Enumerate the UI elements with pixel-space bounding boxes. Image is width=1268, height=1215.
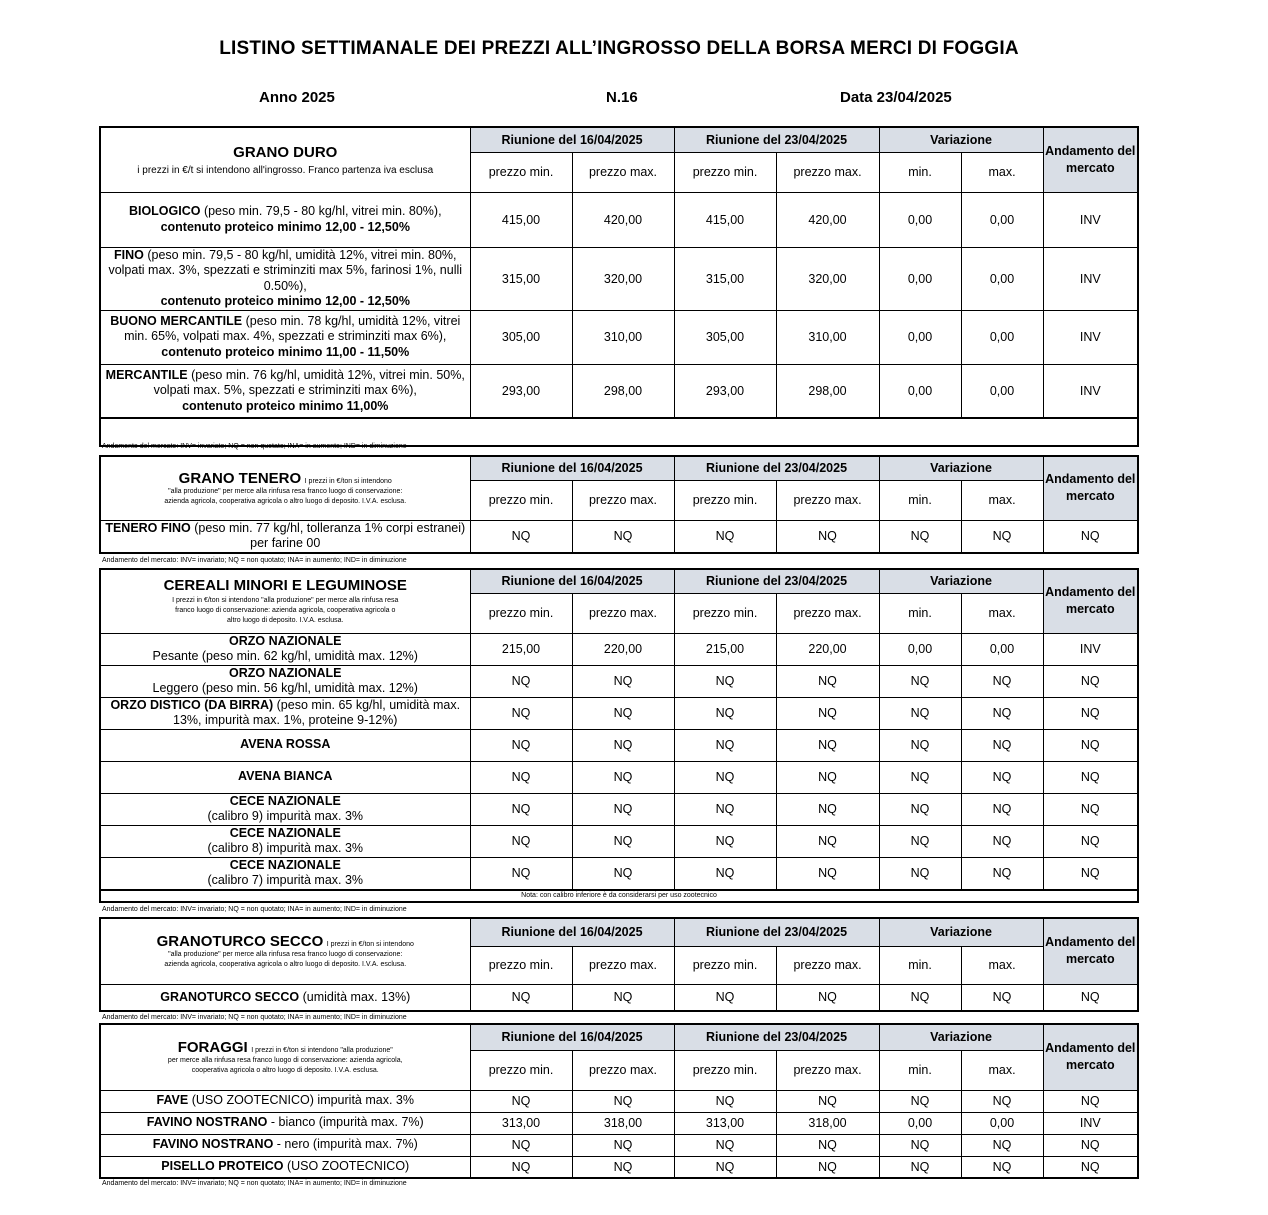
value-cell: NQ — [961, 1090, 1043, 1112]
value-cell: NQ — [776, 857, 879, 890]
trend-cell: NQ — [1043, 761, 1138, 793]
max-header: max. — [961, 1050, 1043, 1090]
value-cell: NQ — [961, 761, 1043, 793]
table-row — [100, 857, 1138, 890]
value-cell: NQ — [776, 761, 879, 793]
trend-cell: NQ — [1043, 1134, 1138, 1156]
value-cell: NQ — [572, 793, 674, 825]
min-header: min. — [879, 1050, 961, 1090]
product-desc: (calibro 8) impurità max. 3% — [207, 841, 364, 855]
section-note: I prezzi in €/ton si intendono "alla produzione" — [251, 1046, 393, 1054]
riunione2-header: Riunione del 23/04/2025 — [674, 127, 879, 152]
value-cell: 415,00 — [674, 192, 776, 247]
legend-note: Andamento del mercato: INV= invariato; NQ = non quotato; INA= in aumento; IND= in diminuzione — [102, 1180, 407, 1187]
value-cell: NQ — [776, 984, 879, 1011]
trend-cell: NQ — [1043, 857, 1138, 890]
value-cell: NQ — [879, 1090, 961, 1112]
value-cell: NQ — [674, 1134, 776, 1156]
value-cell: NQ — [961, 857, 1043, 890]
variazione-header: Variazione — [879, 456, 1043, 480]
value-cell: 0,00 — [879, 633, 961, 665]
product-cell — [100, 825, 470, 857]
value-cell: NQ — [776, 825, 879, 857]
product-desc: (peso min. 76 kg/hl, umidità 12%, vitrei min. 50%, volpati max. 5%, spezzati e striminziti max 6%), — [153, 367, 465, 397]
value-cell: 315,00 — [674, 247, 776, 310]
product-desc: (peso min. 77 kg/hl, tolleranza 1% corpi estranei) per farine 00 — [190, 520, 466, 550]
riunione1-header: Riunione del 16/04/2025 — [470, 456, 674, 480]
riunione2-header: Riunione del 23/04/2025 — [674, 918, 879, 946]
variazione-header: Variazione — [879, 1024, 1043, 1050]
value-cell: NQ — [674, 665, 776, 697]
trend-cell: NQ — [1043, 984, 1138, 1011]
section-header — [100, 456, 470, 520]
max-header: max. — [961, 593, 1043, 633]
product-cell — [100, 984, 470, 1011]
variazione-header: Variazione — [879, 569, 1043, 593]
value-cell: NQ — [572, 697, 674, 729]
value-cell: NQ — [470, 857, 572, 890]
product-name: GRANOTURCO SECCO — [160, 989, 300, 1004]
prezzo-max-header: prezzo max. — [776, 593, 879, 633]
table-row — [100, 697, 1138, 729]
product-name: ORZO NAZIONALE — [229, 665, 342, 680]
section-title: GRANO DURO — [233, 143, 338, 161]
prezzo-min-header: prezzo min. — [674, 1050, 776, 1090]
value-cell: NQ — [879, 665, 961, 697]
product-desc: (umidità max. 13%) — [299, 989, 411, 1004]
section-note: "alla produzione" per merce alla rinfusa resa franco luogo di conservazione: azienda agricola, cooperativa agricola o altro luogo di deposito. I.V.A. esclusa. — [164, 487, 407, 505]
data-label: Data 23/04/2025 — [840, 89, 952, 106]
table-row — [100, 1134, 1138, 1156]
prezzo-max-header: prezzo max. — [776, 480, 879, 520]
value-cell: NQ — [961, 984, 1043, 1011]
product-name: AVENA ROSSA — [240, 737, 331, 752]
value-cell: NQ — [961, 825, 1043, 857]
value-cell: NQ — [961, 793, 1043, 825]
legend-note: Andamento del mercato: INV= invariato; NQ = non quotato; INA= in aumento; IND= in diminuzione — [102, 1014, 407, 1021]
value-cell: NQ — [674, 793, 776, 825]
value-cell: NQ — [776, 1156, 879, 1178]
value-cell: 305,00 — [674, 310, 776, 364]
table-row — [100, 729, 1138, 761]
value-cell: NQ — [879, 697, 961, 729]
value-cell: NQ — [961, 1134, 1043, 1156]
product-cell — [100, 192, 470, 247]
trend-cell: NQ — [1043, 793, 1138, 825]
section-header — [100, 127, 470, 192]
value-cell: NQ — [776, 793, 879, 825]
value-cell: NQ — [674, 825, 776, 857]
product-name: FAVINO NOSTRANO — [152, 1137, 274, 1152]
value-cell: 318,00 — [776, 1112, 879, 1134]
table-row — [100, 192, 1138, 247]
product-desc: (peso min. 79,5 - 80 kg/hl, umidità 12%, vitrei min. 80%, volpati max. 3%, spezzati e striminziti max 5%, farinosi 1%, nulli 0.50%), — [108, 247, 463, 293]
prezzo-max-header: prezzo max. — [776, 152, 879, 192]
riunione2-header: Riunione del 23/04/2025 — [674, 1024, 879, 1050]
value-cell: 315,00 — [470, 247, 572, 310]
andamento-header: Andamento del mercato — [1043, 456, 1138, 520]
product-protein: contenuto proteico minimo 11,00 - 11,50% — [161, 344, 410, 359]
value-cell: 0,00 — [961, 633, 1043, 665]
product-name: BIOLOGICO — [128, 204, 201, 218]
value-cell: 420,00 — [572, 192, 674, 247]
trend-cell: NQ — [1043, 665, 1138, 697]
prezzo-min-header: prezzo min. — [674, 593, 776, 633]
value-cell: 0,00 — [961, 364, 1043, 418]
value-cell: NQ — [572, 729, 674, 761]
value-cell: NQ — [674, 857, 776, 890]
value-cell: NQ — [961, 665, 1043, 697]
section-header — [100, 1024, 470, 1090]
value-cell: 415,00 — [470, 192, 572, 247]
value-cell: NQ — [961, 729, 1043, 761]
value-cell: 420,00 — [776, 192, 879, 247]
value-cell: NQ — [572, 665, 674, 697]
grano-tenero-table — [99, 455, 1139, 554]
riunione1-header: Riunione del 16/04/2025 — [470, 918, 674, 946]
min-header: min. — [879, 152, 961, 192]
value-cell: NQ — [572, 825, 674, 857]
trend-cell: NQ — [1043, 1156, 1138, 1178]
value-cell: NQ — [776, 1090, 879, 1112]
section-note: per merce alla rinfusa resa franco luogo di conservazione: azienda agricola, cooperativa agricola o altro luogo di deposito. I.V.A. esclusa. — [167, 1056, 403, 1074]
product-name: ORZO NAZIONALE — [229, 633, 342, 648]
value-cell: 220,00 — [572, 633, 674, 665]
product-desc: (peso min. 65 kg/hl, umidità max. 13%, impurità max. 1%, proteine 9-12%) — [173, 697, 461, 727]
trend-cell: NQ — [1043, 825, 1138, 857]
product-name: ORZO DISTICO (DA BIRRA) — [110, 697, 274, 712]
value-cell: NQ — [961, 697, 1043, 729]
legend-note: Andamento del mercato: INV= invariato; NQ = non quotato; INA= in aumento; IND= in diminuzione — [102, 557, 407, 564]
value-cell: NQ — [879, 1134, 961, 1156]
section-title: GRANO TENERO — [178, 469, 302, 487]
product-cell — [100, 665, 470, 697]
value-cell: 298,00 — [776, 364, 879, 418]
value-cell: 310,00 — [572, 310, 674, 364]
trend-cell: INV — [1043, 1112, 1138, 1134]
product-desc: (peso min. 78 kg/hl, umidità 12%, vitrei min. 65%, volpati max. 4%, spezzati e striminziti max 6%), — [124, 313, 461, 344]
value-cell: 220,00 — [776, 633, 879, 665]
value-cell: 313,00 — [674, 1112, 776, 1134]
prezzo-max-header: prezzo max. — [572, 152, 674, 192]
product-name: FAVINO NOSTRANO — [146, 1115, 268, 1130]
prezzo-min-header: prezzo min. — [674, 480, 776, 520]
value-cell: NQ — [674, 520, 776, 553]
table-row — [100, 520, 1138, 553]
value-cell: NQ — [470, 793, 572, 825]
prezzo-max-header: prezzo max. — [776, 946, 879, 984]
value-cell: 320,00 — [572, 247, 674, 310]
trend-cell: INV — [1043, 633, 1138, 665]
value-cell: NQ — [572, 984, 674, 1011]
prezzo-min-header: prezzo min. — [470, 480, 572, 520]
value-cell: 293,00 — [674, 364, 776, 418]
product-name: CECE NAZIONALE — [229, 857, 341, 872]
product-desc: (calibro 9) impurità max. 3% — [207, 809, 364, 823]
prezzo-max-header: prezzo max. — [572, 593, 674, 633]
section-note: I prezzi in €/ton si intendono — [304, 477, 392, 485]
product-cell — [100, 1090, 470, 1112]
value-cell: NQ — [470, 1156, 572, 1178]
value-cell: NQ — [879, 793, 961, 825]
legend-note: Andamento del mercato: INV= invariato; NQ = non quotato; INA= in aumento; IND= in diminuzione — [102, 443, 407, 450]
value-cell: NQ — [470, 665, 572, 697]
anno-label: Anno 2025 — [259, 89, 335, 106]
value-cell: 0,00 — [961, 310, 1043, 364]
product-name: CECE NAZIONALE — [229, 825, 341, 840]
prezzo-min-header: prezzo min. — [674, 152, 776, 192]
section-title: CEREALI MINORI E LEGUMINOSE — [163, 576, 407, 594]
product-desc: - bianco (impurità max. 7%) — [267, 1115, 424, 1130]
product-desc: (peso min. 79,5 - 80 kg/hl, vitrei min. 80%), — [200, 204, 442, 218]
value-cell: NQ — [470, 761, 572, 793]
table-row — [100, 1156, 1138, 1178]
numero-label: N.16 — [606, 89, 638, 106]
value-cell: 0,00 — [961, 1112, 1043, 1134]
value-cell: NQ — [776, 665, 879, 697]
riunione1-header: Riunione del 16/04/2025 — [470, 127, 674, 152]
product-cell — [100, 697, 470, 729]
table-row — [100, 633, 1138, 665]
andamento-header: Andamento del mercato — [1043, 127, 1138, 192]
table-row — [100, 1112, 1138, 1134]
trend-cell: NQ — [1043, 1090, 1138, 1112]
product-cell — [100, 633, 470, 665]
product-cell — [100, 310, 470, 364]
legend-note: Andamento del mercato: INV= invariato; NQ = non quotato; INA= in aumento; IND= in diminuzione — [102, 906, 407, 913]
nota-row: Nota: con calibro inferiore è da considerarsi per uso zootecnico — [100, 890, 1138, 902]
product-desc: (USO ZOOTECNICO) — [283, 1159, 410, 1173]
value-cell: 0,00 — [961, 247, 1043, 310]
value-cell: 293,00 — [470, 364, 572, 418]
page-title: LISTINO SETTIMANALE DEI PREZZI ALL’INGROSSO DELLA BORSA MERCI DI FOGGIA — [219, 38, 1019, 59]
value-cell: 320,00 — [776, 247, 879, 310]
value-cell: NQ — [674, 984, 776, 1011]
product-name: TENERO FINO — [105, 520, 191, 535]
andamento-header: Andamento del mercato — [1043, 1024, 1138, 1090]
prezzo-max-header: prezzo max. — [572, 946, 674, 984]
table-row — [100, 364, 1138, 418]
value-cell: 310,00 — [776, 310, 879, 364]
value-cell: NQ — [961, 1156, 1043, 1178]
cereali-table — [99, 568, 1139, 903]
value-cell: NQ — [776, 520, 879, 553]
table-row — [100, 825, 1138, 857]
product-name: FINO — [114, 247, 144, 262]
value-cell: NQ — [776, 1134, 879, 1156]
product-cell — [100, 520, 470, 553]
value-cell: NQ — [470, 1134, 572, 1156]
product-cell — [100, 793, 470, 825]
andamento-header: Andamento del mercato — [1043, 918, 1138, 984]
value-cell: NQ — [674, 1090, 776, 1112]
value-cell: NQ — [879, 825, 961, 857]
value-cell: NQ — [572, 520, 674, 553]
value-cell: NQ — [470, 984, 572, 1011]
section-note: "alla produzione" per merce alla rinfusa resa franco luogo di conservazione: azienda agricola, cooperativa agricola o altro luogo di deposito. I.V.A. esclusa. — [164, 950, 407, 968]
max-header: max. — [961, 480, 1043, 520]
product-desc: (USO ZOOTECNICO) impurità max. 3% — [188, 1093, 414, 1108]
table-row — [100, 761, 1138, 793]
product-name: BUONO MERCANTILE — [110, 313, 243, 328]
variazione-header: Variazione — [879, 918, 1043, 946]
andamento-header: Andamento del mercato — [1043, 569, 1138, 633]
trend-cell: NQ — [1043, 729, 1138, 761]
value-cell: NQ — [879, 761, 961, 793]
product-cell — [100, 247, 470, 310]
empty-row — [100, 418, 1138, 446]
value-cell: NQ — [674, 761, 776, 793]
foraggi-table — [99, 1023, 1139, 1179]
product-protein: contenuto proteico minimo 12,00 - 12,50% — [160, 219, 410, 234]
table-row — [100, 247, 1138, 310]
prezzo-min-header: prezzo min. — [674, 946, 776, 984]
value-cell: 0,00 — [879, 310, 961, 364]
section-note: I prezzi in €/ton si intendono "alla produzione" per merce alla rinfusa resa franco luogo di conservazione: azienda agricola, cooperativa agricola o altro luogo di deposito. I.V.A. esclusa. — [172, 596, 399, 624]
grano-duro-table — [99, 126, 1139, 447]
value-cell: 298,00 — [572, 364, 674, 418]
product-cell — [100, 761, 470, 793]
max-header: max. — [961, 946, 1043, 984]
product-name: MERCANTILE — [105, 367, 188, 382]
product-cell — [100, 364, 470, 418]
value-cell: NQ — [572, 1090, 674, 1112]
value-cell: 313,00 — [470, 1112, 572, 1134]
value-cell: NQ — [879, 520, 961, 553]
value-cell: 0,00 — [879, 247, 961, 310]
product-desc: (calibro 7) impurità max. 3% — [207, 873, 364, 887]
variazione-header: Variazione — [879, 127, 1043, 152]
value-cell: NQ — [470, 697, 572, 729]
value-cell: 0,00 — [879, 192, 961, 247]
section-header — [100, 569, 470, 633]
product-cell — [100, 857, 470, 890]
value-cell: 318,00 — [572, 1112, 674, 1134]
trend-cell: NQ — [1043, 520, 1138, 553]
product-name: AVENA BIANCA — [238, 769, 333, 784]
value-cell: NQ — [572, 1156, 674, 1178]
product-desc: - nero (impurità max. 7%) — [273, 1137, 418, 1152]
value-cell: NQ — [674, 697, 776, 729]
product-cell — [100, 1112, 470, 1134]
value-cell: NQ — [470, 1090, 572, 1112]
value-cell: 0,00 — [961, 192, 1043, 247]
product-name: CECE NAZIONALE — [229, 793, 341, 808]
riunione2-header: Riunione del 23/04/2025 — [674, 569, 879, 593]
product-cell — [100, 1156, 470, 1178]
product-name: FAVE — [156, 1093, 189, 1108]
product-protein: contenuto proteico minimo 11,00% — [182, 398, 389, 413]
riunione1-header: Riunione del 16/04/2025 — [470, 569, 674, 593]
product-protein: contenuto proteico minimo 12,00 - 12,50% — [160, 294, 410, 308]
section-note: i prezzi in €/t si intendono all'ingrosso. Franco partenza iva esclusa — [137, 164, 434, 176]
trend-cell: INV — [1043, 247, 1138, 310]
value-cell: NQ — [879, 729, 961, 761]
prezzo-max-header: prezzo max. — [776, 1050, 879, 1090]
value-cell: NQ — [674, 729, 776, 761]
trend-cell: INV — [1043, 310, 1138, 364]
value-cell: 0,00 — [879, 1112, 961, 1134]
product-name: PISELLO PROTEICO — [161, 1159, 284, 1173]
value-cell: NQ — [572, 1134, 674, 1156]
value-cell: NQ — [879, 984, 961, 1011]
table-row — [100, 1090, 1138, 1112]
granoturco-table — [99, 917, 1139, 1012]
value-cell: 215,00 — [470, 633, 572, 665]
prezzo-min-header: prezzo min. — [470, 593, 572, 633]
table-row — [100, 310, 1138, 364]
product-cell — [100, 729, 470, 761]
value-cell: 305,00 — [470, 310, 572, 364]
product-desc: Pesante (peso min. 62 kg/hl, umidità max. 12%) — [152, 649, 418, 663]
prezzo-min-header: prezzo min. — [470, 946, 572, 984]
product-cell — [100, 1134, 470, 1156]
value-cell: NQ — [470, 729, 572, 761]
section-note: I prezzi in €/ton si intendono — [326, 940, 414, 948]
prezzo-max-header: prezzo max. — [572, 480, 674, 520]
value-cell: NQ — [879, 857, 961, 890]
value-cell: NQ — [961, 520, 1043, 553]
min-header: min. — [879, 480, 961, 520]
product-desc: Leggero (peso min. 56 kg/hl, umidità max. 12%) — [152, 681, 418, 695]
trend-cell: INV — [1043, 364, 1138, 418]
value-cell: NQ — [572, 857, 674, 890]
trend-cell: NQ — [1043, 697, 1138, 729]
table-row — [100, 665, 1138, 697]
value-cell: NQ — [470, 520, 572, 553]
riunione1-header: Riunione del 16/04/2025 — [470, 1024, 674, 1050]
trend-cell: INV — [1043, 192, 1138, 247]
table-row — [100, 984, 1138, 1011]
riunione2-header: Riunione del 23/04/2025 — [674, 456, 879, 480]
prezzo-max-header: prezzo max. — [572, 1050, 674, 1090]
value-cell: NQ — [776, 729, 879, 761]
min-header: min. — [879, 593, 961, 633]
value-cell: NQ — [674, 1156, 776, 1178]
max-header: max. — [961, 152, 1043, 192]
prezzo-min-header: prezzo min. — [470, 152, 572, 192]
value-cell: NQ — [879, 1156, 961, 1178]
value-cell: 215,00 — [674, 633, 776, 665]
min-header: min. — [879, 946, 961, 984]
table-row — [100, 793, 1138, 825]
prezzo-min-header: prezzo min. — [470, 1050, 572, 1090]
section-title: FORAGGI — [177, 1038, 248, 1056]
section-title: GRANOTURCO SECCO — [156, 932, 324, 950]
section-header — [100, 918, 470, 984]
value-cell: 0,00 — [879, 364, 961, 418]
value-cell: NQ — [470, 825, 572, 857]
value-cell: NQ — [776, 697, 879, 729]
value-cell: NQ — [572, 761, 674, 793]
